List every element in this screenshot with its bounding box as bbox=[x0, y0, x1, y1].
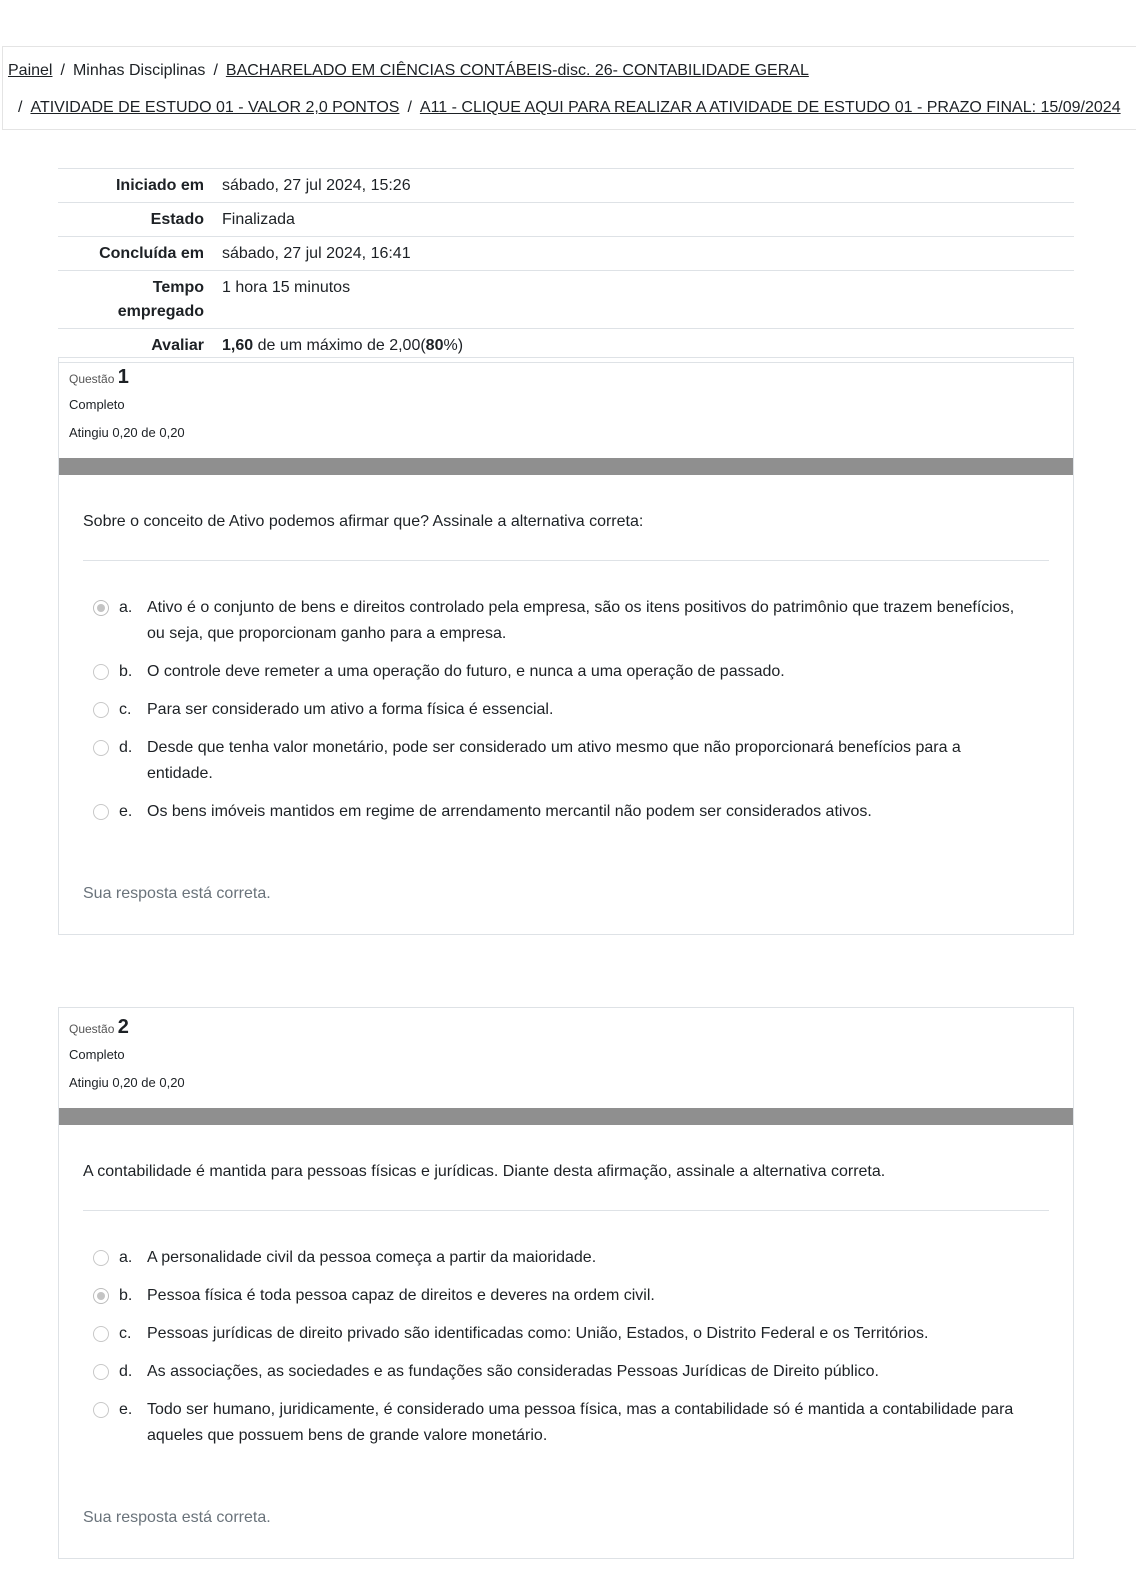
breadcrumb-courses: Minhas Disciplinas bbox=[72, 62, 206, 79]
answer-option-e[interactable] bbox=[93, 1397, 1049, 1449]
breadcrumb bbox=[8, 62, 809, 80]
answer-text: As associações, as sociedades e as fundações são consideradas Pessoas Jurídicas de Direito público. bbox=[147, 1363, 879, 1380]
answer-list bbox=[83, 1211, 1049, 1449]
question-state: Completo bbox=[69, 397, 125, 412]
breadcrumb-separator: / bbox=[18, 99, 23, 116]
answer-letter: b. bbox=[119, 663, 133, 680]
radio-icon[interactable] bbox=[93, 1364, 109, 1380]
answer-text: Ativo é o conjunto de bens e direitos controlado pela empresa, são os itens positivos do patrimônio que trazem benefícios, ou seja, que proporcionam ganho para a empresa. bbox=[147, 599, 1015, 642]
question-number bbox=[69, 366, 1063, 389]
breadcrumb-separator: / bbox=[60, 62, 65, 79]
answer-option-e[interactable] bbox=[93, 799, 1049, 825]
summary-value: sábado, 27 jul 2024, 16:41 bbox=[222, 245, 411, 262]
question-divider-bar bbox=[59, 1108, 1073, 1125]
answer-text: Desde que tenha valor monetário, pode ser considerado um ativo mesmo que não proporcionará benefícios para a entidade. bbox=[147, 739, 961, 782]
question-state: Completo bbox=[69, 1047, 125, 1062]
answer-option-c[interactable] bbox=[93, 1321, 1049, 1347]
summary-label: Concluída em bbox=[99, 245, 204, 262]
radio-checked-icon[interactable] bbox=[93, 600, 109, 616]
breadcrumb-home-link[interactable]: Painel bbox=[8, 62, 53, 79]
answer-feedback: Sua resposta está correta. bbox=[83, 885, 271, 902]
question-label: Questão bbox=[69, 1022, 115, 1036]
summary-label: Avaliar bbox=[151, 337, 204, 354]
breadcrumb-second-line bbox=[18, 99, 1121, 117]
question-number bbox=[69, 1016, 1063, 1039]
summary-row-time bbox=[58, 271, 1074, 329]
answer-letter: b. bbox=[119, 1287, 133, 1304]
answer-letter: a. bbox=[119, 599, 133, 616]
grade-score: 1,60 bbox=[222, 337, 254, 354]
question-1 bbox=[58, 357, 1074, 935]
answer-option-c[interactable] bbox=[93, 697, 1049, 723]
question-content bbox=[59, 1125, 1073, 1527]
answer-option-d[interactable] bbox=[93, 735, 1049, 787]
summary-label: Estado bbox=[150, 211, 204, 228]
summary-row-started bbox=[58, 169, 1074, 203]
answer-text: Os bens imóveis mantidos em regime de arrendamento mercantil não podem ser considerados ativos. bbox=[147, 803, 872, 820]
summary-grade-value bbox=[222, 334, 463, 358]
summary-value: 1 hora 15 minutos bbox=[222, 279, 351, 296]
question-info bbox=[59, 1008, 1073, 1108]
summary-row-state bbox=[58, 203, 1074, 237]
answer-feedback: Sua resposta está correta. bbox=[83, 1509, 271, 1526]
grade-percent: 80 bbox=[425, 337, 444, 354]
question-text: Sobre o conceito de Ativo podemos afirmar que? Assinale a alternativa correta: bbox=[83, 510, 1049, 561]
summary-value: sábado, 27 jul 2024, 15:26 bbox=[222, 177, 411, 194]
attempt-summary-table bbox=[58, 168, 1074, 363]
breadcrumb-separator: / bbox=[213, 62, 218, 79]
answer-text: Para ser considerado um ativo a forma física é essencial. bbox=[147, 701, 554, 718]
breadcrumb-activity-link[interactable]: A11 - CLIQUE AQUI PARA REALIZAR A ATIVIDADE DE ESTUDO 01 - PRAZO FINAL: 15/09/2024 bbox=[419, 99, 1121, 116]
question-grade: Atingiu 0,20 de 0,20 bbox=[69, 425, 185, 440]
answer-letter: c. bbox=[119, 1325, 132, 1342]
radio-icon[interactable] bbox=[93, 1402, 109, 1418]
question-info bbox=[59, 358, 1073, 458]
question-label: Questão bbox=[69, 372, 115, 386]
radio-icon[interactable] bbox=[93, 664, 109, 680]
question-content bbox=[59, 475, 1073, 903]
question-number-value: 1 bbox=[117, 366, 129, 388]
summary-label: Iniciado em bbox=[115, 177, 204, 194]
breadcrumb-section-link[interactable]: ATIVIDADE DE ESTUDO 01 - VALOR 2,0 PONTOS bbox=[30, 99, 400, 116]
summary-value: Finalizada bbox=[222, 211, 295, 228]
question-text: A contabilidade é mantida para pessoas físicas e jurídicas. Diante desta afirmação, assinale a alternativa correta. bbox=[83, 1160, 1049, 1211]
grade-percent-suffix: %) bbox=[443, 337, 464, 354]
summary-label bbox=[58, 276, 222, 324]
radio-icon[interactable] bbox=[93, 1250, 109, 1266]
radio-icon[interactable] bbox=[93, 702, 109, 718]
summary-row-completed bbox=[58, 237, 1074, 271]
answer-option-d[interactable] bbox=[93, 1359, 1049, 1385]
question-divider-bar bbox=[59, 458, 1073, 475]
answer-text: Pessoa física é toda pessoa capaz de direitos e deveres na ordem civil. bbox=[147, 1287, 655, 1304]
summary-label-part: empregado bbox=[117, 303, 204, 320]
radio-icon[interactable] bbox=[93, 804, 109, 820]
answer-text: Todo ser humano, juridicamente, é considerado uma pessoa física, mas a contabilidade só é mantida a contabilidade para aqueles que possuem bens de grande valore monetário. bbox=[147, 1401, 1014, 1444]
answer-text: A personalidade civil da pessoa começa a partir da maioridade. bbox=[147, 1249, 597, 1266]
answer-letter: e. bbox=[119, 803, 133, 820]
answer-text: O controle deve remeter a uma operação do futuro, e nunca a uma operação de passado. bbox=[147, 663, 785, 680]
answer-letter: d. bbox=[119, 739, 133, 756]
breadcrumb-course-link[interactable]: BACHARELADO EM CIÊNCIAS CONTÁBEIS-disc. 26- CONTABILIDADE GERAL bbox=[225, 62, 809, 79]
answer-letter: a. bbox=[119, 1249, 133, 1266]
top-strip bbox=[0, 0, 1136, 44]
answer-option-b[interactable] bbox=[93, 1283, 1049, 1309]
summary-label-part: Tempo bbox=[152, 279, 204, 296]
question-number-value: 2 bbox=[117, 1016, 129, 1038]
radio-icon[interactable] bbox=[93, 1326, 109, 1342]
breadcrumb-container bbox=[2, 46, 1136, 130]
answer-list bbox=[83, 561, 1049, 825]
breadcrumb-separator: / bbox=[407, 99, 412, 116]
radio-checked-icon[interactable] bbox=[93, 1288, 109, 1304]
answer-option-b[interactable] bbox=[93, 659, 1049, 685]
question-grade: Atingiu 0,20 de 0,20 bbox=[69, 1075, 185, 1090]
radio-icon[interactable] bbox=[93, 740, 109, 756]
answer-text: Pessoas jurídicas de direito privado são identificadas como: União, Estados, o Distrito Federal e os Territórios. bbox=[147, 1325, 929, 1342]
answer-option-a[interactable] bbox=[93, 1245, 1049, 1271]
grade-max: de um máximo de 2,00( bbox=[253, 337, 426, 354]
question-2 bbox=[58, 1007, 1074, 1559]
answer-letter: d. bbox=[119, 1363, 133, 1380]
answer-option-a[interactable] bbox=[93, 595, 1049, 647]
answer-letter: e. bbox=[119, 1401, 133, 1418]
answer-letter: c. bbox=[119, 701, 132, 718]
